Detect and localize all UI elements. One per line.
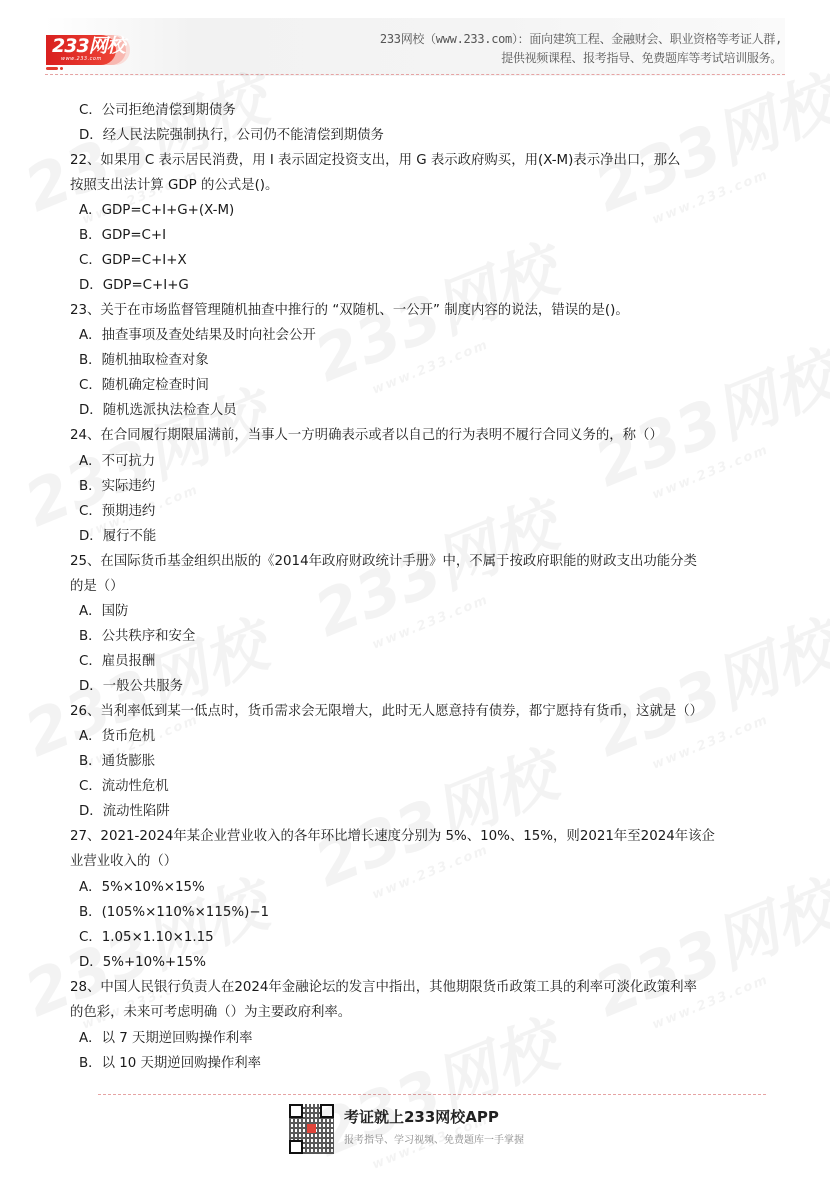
- logo-dot-decoration: [60, 67, 63, 70]
- logo-url: www.233.com: [61, 56, 102, 62]
- qr-corner-icon: [289, 1140, 303, 1154]
- watermark: [580, 596, 830, 787]
- question-stem: 26、当利率低到某一低点时，货币需求会无限增大，此时无人愿意持有债券，都宁愿持有货币，这就是（）: [70, 704, 704, 719]
- question-stem-cont: 业营业收入的（）: [70, 854, 178, 869]
- qr-corner-icon: [289, 1104, 303, 1118]
- question-stem: 23、关于在市场监督管理随机抽查中推行的 “双随机、一公开” 制度内容的说法，错误的是()。: [70, 303, 629, 318]
- option-d: D．GDP=C+I+G: [79, 278, 189, 293]
- option-d: D．一般公共服务: [79, 679, 184, 694]
- watermark: [300, 996, 574, 1187]
- header-divider: [45, 74, 785, 75]
- option-b: B．(105%×110%×115%)−1: [79, 905, 270, 920]
- watermark: [580, 326, 830, 517]
- option-b: B．通货膨胀: [79, 754, 156, 769]
- option-b: B．公共秩序和安全: [79, 629, 196, 644]
- question-stem: 28、中国人民银行负责人在2024年金融论坛的发言中指出，其他期限货币政策工具的利率可淡化政策利率: [70, 980, 697, 995]
- option-a: A．以 7 天期逆回购操作利率: [79, 1031, 253, 1046]
- header-tagline-line1: 233网校（www.233.com）：面向建筑工程、金融财会、职业资格等考证人群,: [379, 32, 782, 46]
- question-stem: 24、在合同履行期限届满前，当事人一方明确表示或者以自己的行为表明不履行合同义务的，称（）: [70, 428, 663, 443]
- option-a: A．国防: [79, 604, 129, 619]
- option-a: A．GDP=C+I+G+(X-M): [79, 203, 235, 218]
- option-a: A．货币危机: [79, 729, 156, 744]
- option-a: A．抽查事项及查处结果及时向社会公开: [79, 328, 316, 343]
- option-a: A．5%×10%×15%: [79, 880, 205, 895]
- question-stem-cont: 的色彩，未来可考虑明确（）为主要政府利率。: [70, 1005, 352, 1020]
- option-d: D．经人民法院强制执行，公司仍不能清偿到期债务: [79, 128, 384, 143]
- qr-logo-icon: [307, 1124, 316, 1133]
- qr-corner-icon: [320, 1104, 334, 1118]
- option-c: C．流动性危机: [79, 779, 169, 794]
- footer-subtitle: 报考指导、学习视频、免费题库一手掌握: [344, 1135, 524, 1146]
- question-stem: 25、在国际货币基金组织出版的《2014年政府财政统计手册》中，不属于按政府职能的财政支出功能分类: [70, 554, 697, 569]
- footer-title: 考证就上233网校APP: [344, 1108, 499, 1126]
- option-b: B．随机抽取检查对象: [79, 353, 209, 368]
- footer-divider: [98, 1094, 766, 1095]
- watermark: [580, 856, 830, 1047]
- option-b: B．以 10 天期逆回购操作利率: [79, 1056, 262, 1071]
- option-d: D．随机选派执法检查人员: [79, 403, 237, 418]
- header-tagline: [380, 30, 782, 68]
- watermark: [580, 51, 830, 242]
- option-c: C．雇员报酬: [79, 654, 156, 669]
- option-c: C．GDP=C+I+X: [79, 253, 187, 268]
- watermark: [300, 726, 574, 917]
- question-stem-cont: 的是（）: [70, 579, 124, 594]
- option-d: D．5%+10%+15%: [79, 955, 206, 970]
- option-c: C．公司拒绝清偿到期债务: [79, 103, 236, 118]
- question-stem-cont: 按照支出法计算 GDP 的公式是()。: [70, 178, 279, 193]
- option-c: C．预期违约: [79, 504, 156, 519]
- header-tagline-line2: 提供视频课程、报考指导、免费题库等考试培训服务。: [501, 51, 782, 65]
- option-b: B．实际违约: [79, 479, 156, 494]
- option-d: D．履行不能: [79, 529, 157, 544]
- option-d: D．流动性陷阱: [79, 804, 170, 819]
- option-c: C．随机确定检查时间: [79, 378, 209, 393]
- option-a: A．不可抗力: [79, 454, 156, 469]
- logo-text: 233网校: [52, 35, 125, 57]
- option-c: C．1.05×1.10×1.15: [79, 930, 214, 945]
- logo-dash-decoration: [46, 67, 58, 70]
- question-stem: 27、2021-2024年某企业营业收入的各年环比增长速度分别为 5%、10%、15%，则2021年至2024年该企: [70, 829, 715, 844]
- watermark: [300, 476, 574, 667]
- option-b: B．GDP=C+I: [79, 228, 167, 243]
- question-stem: 22、如果用 C 表示居民消费，用 I 表示固定投资支出，用 G 表示政府购买，用(X-M)表示净出口，那么: [70, 153, 681, 168]
